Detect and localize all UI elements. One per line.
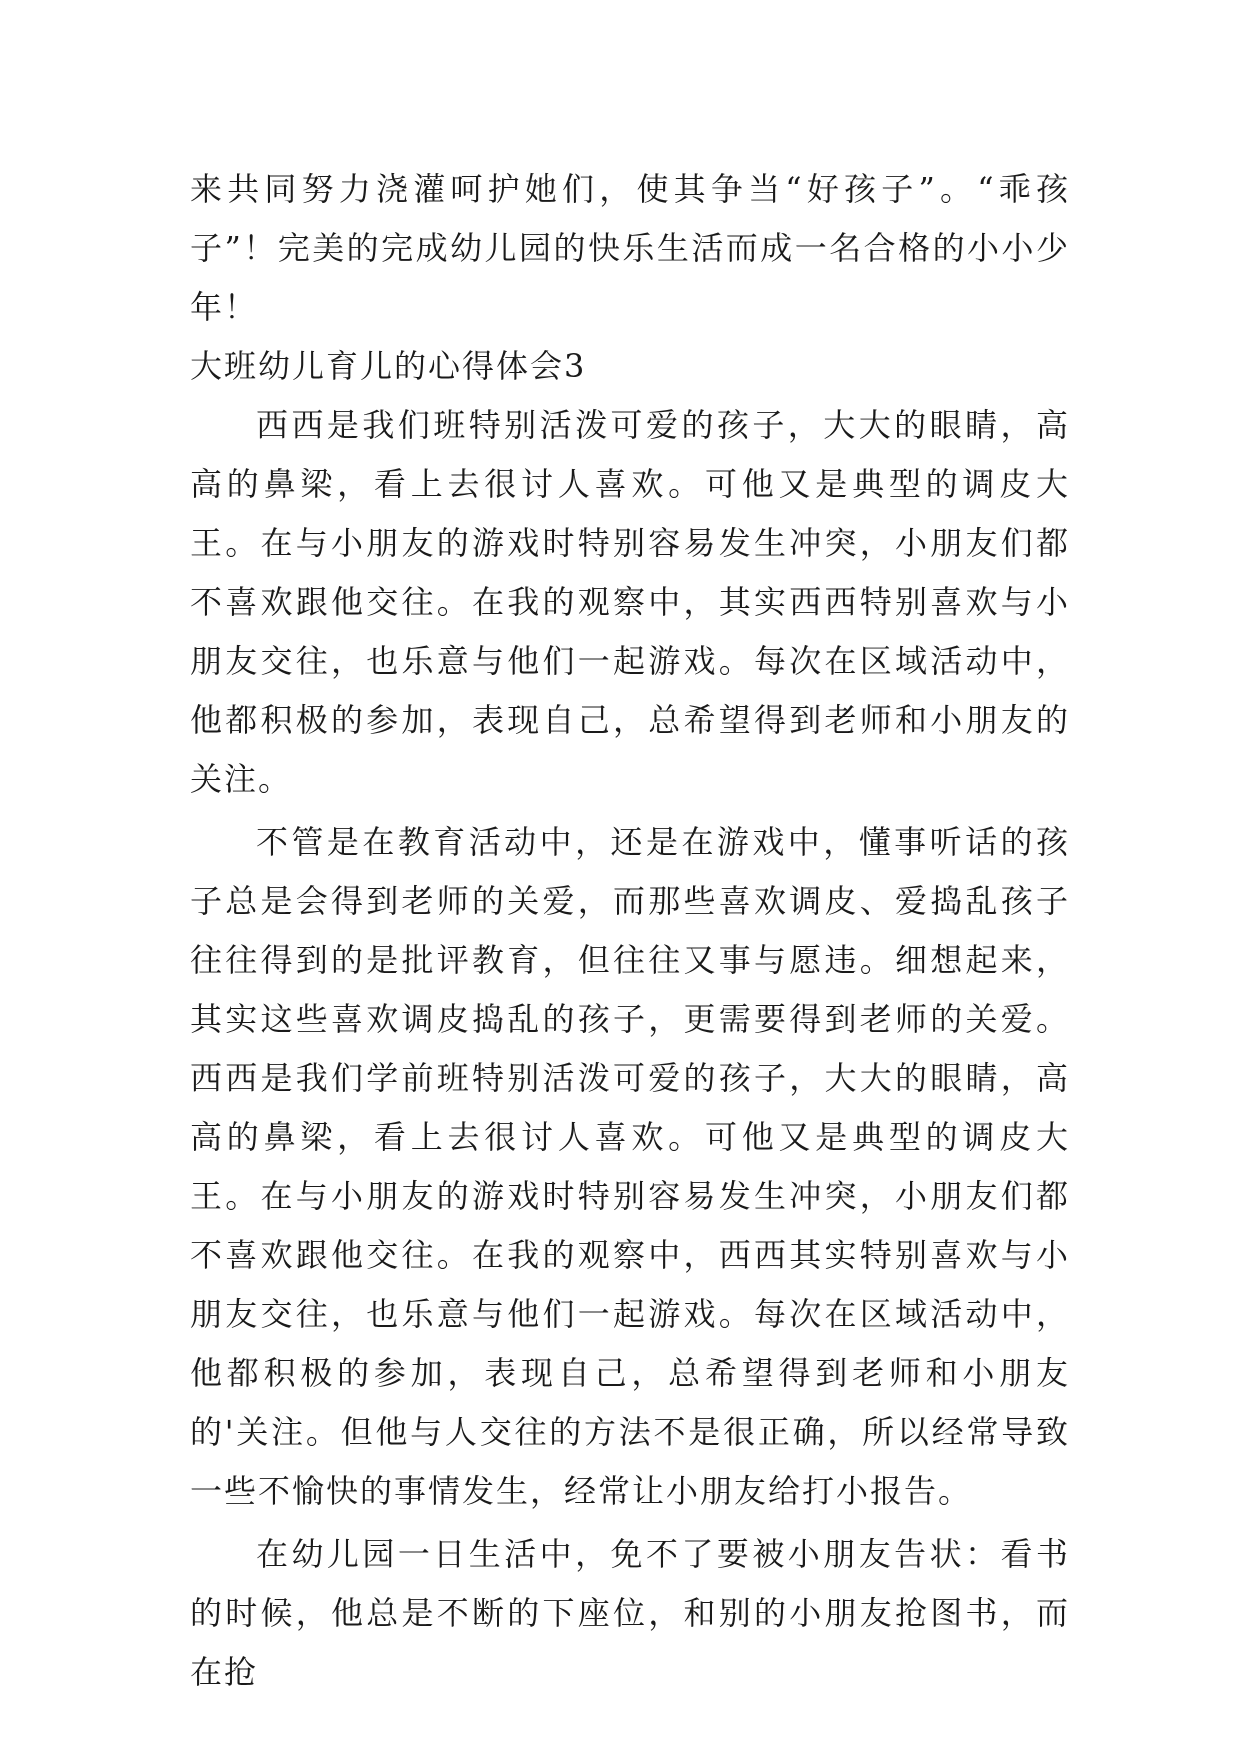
document-body: [190, 160, 1070, 1702]
body-paragraph-2: 不管是在教育活动中，还是在游戏中，懂事听话的孩子总是会得到老师的关爱，而那些喜欢调皮、爱捣乱孩子往往得到的是批评教育，但往往又事与愿违。细想起来，其实这些喜欢调皮捣乱的孩子，更需要得到老师的关爱。西西是我们学前班特别活泼可爱的孩子，大大的眼睛，高高的鼻梁，看上去很讨人喜欢。可他又是典型的调皮大王。在与小朋友的游戏时特别容易发生冲突，小朋友们都不喜欢跟他交往。在我的观察中，西西其实特别喜欢与小朋友交往，也乐意与他们一起游戏。每次在区域活动中，他都积极的参加，表现自己，总希望得到老师和小朋友的'关注。但他与人交往的方法不是很正确，所以经常导致一些不愉快的事情发生，经常让小朋友给打小报告。: [190, 823, 1070, 1510]
section-heading: 大班幼儿育儿的心得体会3: [190, 347, 587, 385]
body-paragraph-1: 西西是我们班特别活泼可爱的孩子，大大的眼睛，高高的鼻梁，看上去很讨人喜欢。可他又是典型的调皮大王。在与小朋友的游戏时特别容易发生冲突，小朋友们都不喜欢跟他交往。在我的观察中，其实西西特别喜欢与小朋友交往，也乐意与他们一起游戏。每次在区域活动中，他都积极的参加，表现自己，总希望得到老师和小朋友的关注。: [190, 406, 1070, 798]
intro-paragraph: 来共同努力浇灌呵护她们，使其争当“好孩子”。“乖孩子”！完美的完成幼儿园的快乐生活而成一名合格的小小少年！: [190, 170, 1070, 326]
body-paragraph-3: 在幼儿园一日生活中，免不了要被小朋友告状：看书的时候，他总是不断的下座位，和别的小朋友抢图书，而在抢: [190, 1535, 1070, 1691]
